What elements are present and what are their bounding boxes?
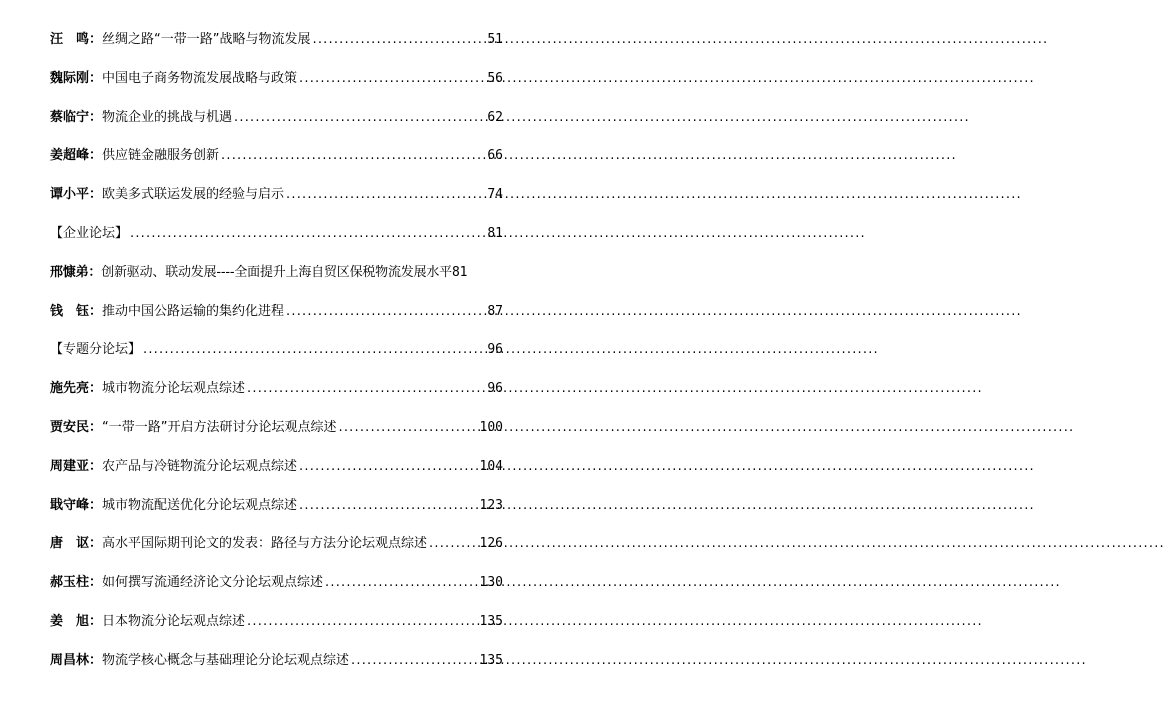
toc-author: 戢守峰：	[50, 497, 103, 513]
toc-entry[interactable]	[50, 107, 503, 146]
toc-title: 推动中国公路运输的集约化进程	[102, 303, 285, 319]
table-of-contents	[50, 29, 503, 689]
toc-entry[interactable]	[50, 378, 503, 417]
toc-page-number: 96	[487, 381, 503, 397]
toc-page-number: 130	[479, 575, 503, 591]
toc-page-number: 74	[487, 187, 503, 203]
toc-author: 魏际刚：	[50, 70, 103, 86]
toc-entry[interactable]	[50, 145, 503, 184]
toc-section-title: 【企业论坛】	[50, 225, 129, 241]
toc-leader	[313, 29, 477, 51]
toc-entry[interactable]	[50, 301, 503, 340]
toc-leader	[351, 650, 476, 672]
toc-page-number: 96	[487, 342, 503, 358]
toc-entry[interactable]	[50, 611, 503, 650]
toc-entry[interactable]	[50, 68, 503, 107]
toc-entry[interactable]	[50, 29, 503, 68]
toc-page-number: 135	[479, 652, 503, 668]
toc-page-number: 62	[487, 109, 503, 125]
toc-entry[interactable]	[50, 650, 503, 689]
toc-leader	[339, 417, 477, 439]
toc-title: “一带一路”开启方法研讨分论坛观点综述	[102, 419, 337, 435]
toc-page-number: 123	[479, 497, 503, 513]
toc-title: 城市物流分论坛观点综述	[102, 381, 246, 397]
toc-entry[interactable]	[50, 184, 503, 223]
toc-leader	[325, 572, 476, 594]
toc-title: 城市物流配送优化分论坛观点综述	[102, 497, 298, 513]
toc-author: 郝玉柱：	[50, 575, 103, 591]
toc-author: 谭小平：	[50, 187, 103, 203]
toc-page-number: 81	[487, 225, 503, 241]
toc-page-number: 100	[479, 419, 503, 435]
toc-title: 创新驱动、联动发展----全面提升上海自贸区保税物流发展水平	[101, 264, 452, 280]
toc-author: 邢慷弟：	[50, 264, 102, 280]
toc-title: 欧美多式联运发展的经验与启示	[102, 187, 285, 203]
toc-entry[interactable]	[50, 456, 503, 495]
toc-entry[interactable]	[50, 533, 503, 572]
toc-title: 物流企业的挑战与机遇	[102, 109, 233, 125]
toc-entry[interactable]	[50, 262, 503, 301]
toc-entry[interactable]	[50, 417, 503, 456]
toc-title: 物流学核心概念与基础理论分论坛观点综述	[102, 652, 350, 668]
toc-leader	[247, 611, 476, 633]
toc-page-number: 135	[479, 613, 503, 629]
toc-leader	[130, 223, 476, 245]
toc-title: 丝绸之路“一带一路”战略与物流发展	[102, 32, 311, 47]
toc-author: 姜超峰：	[50, 148, 103, 164]
toc-section-heading[interactable]	[50, 339, 503, 378]
toc-entry[interactable]	[50, 572, 503, 611]
toc-author: 蔡临宁：	[50, 109, 103, 125]
toc-author: 姜 旭：	[50, 613, 103, 629]
toc-author: 施先亮：	[50, 381, 103, 397]
toc-title: 如何撰写流通经济论文分论坛观点综述	[102, 575, 324, 591]
toc-title: 高水平国际期刊论文的发表：路径与方法分论坛观点综述	[102, 536, 428, 552]
toc-entry[interactable]	[50, 495, 503, 534]
toc-author: 汪 鸣：	[50, 32, 103, 47]
toc-title: 农产品与冷链物流分论坛观点综述	[102, 458, 298, 474]
toc-leader	[247, 378, 476, 400]
toc-page-number: 81	[451, 264, 468, 280]
toc-title: 中国电子商务物流发展战略与政策	[102, 70, 298, 86]
toc-page-number: 104	[479, 458, 503, 474]
toc-leader	[286, 301, 476, 323]
toc-author: 周昌林：	[50, 652, 103, 668]
toc-page-number: 51	[487, 32, 503, 47]
toc-leader	[299, 456, 476, 478]
toc-author: 贾安民：	[50, 419, 103, 435]
toc-leader	[221, 145, 476, 167]
toc-leader	[299, 495, 476, 517]
toc-author: 周建亚：	[50, 458, 103, 474]
toc-leader	[234, 107, 476, 129]
toc-title: 供应链金融服务创新	[102, 148, 220, 164]
toc-page-number: 66	[487, 148, 503, 164]
toc-section-heading[interactable]	[50, 223, 503, 262]
toc-page-number: 56	[487, 70, 503, 86]
toc-leader	[429, 533, 476, 555]
toc-title: 日本物流分论坛观点综述	[102, 613, 246, 629]
toc-page-number: 126	[479, 536, 503, 552]
toc-author: 钱 钰：	[50, 303, 103, 319]
toc-author: 唐 讴：	[50, 536, 103, 552]
toc-leader	[286, 184, 476, 206]
toc-section-title: 【专题分论坛】	[50, 342, 142, 358]
toc-leader	[143, 339, 476, 361]
toc-leader	[299, 68, 476, 90]
toc-page-number: 87	[487, 303, 503, 319]
